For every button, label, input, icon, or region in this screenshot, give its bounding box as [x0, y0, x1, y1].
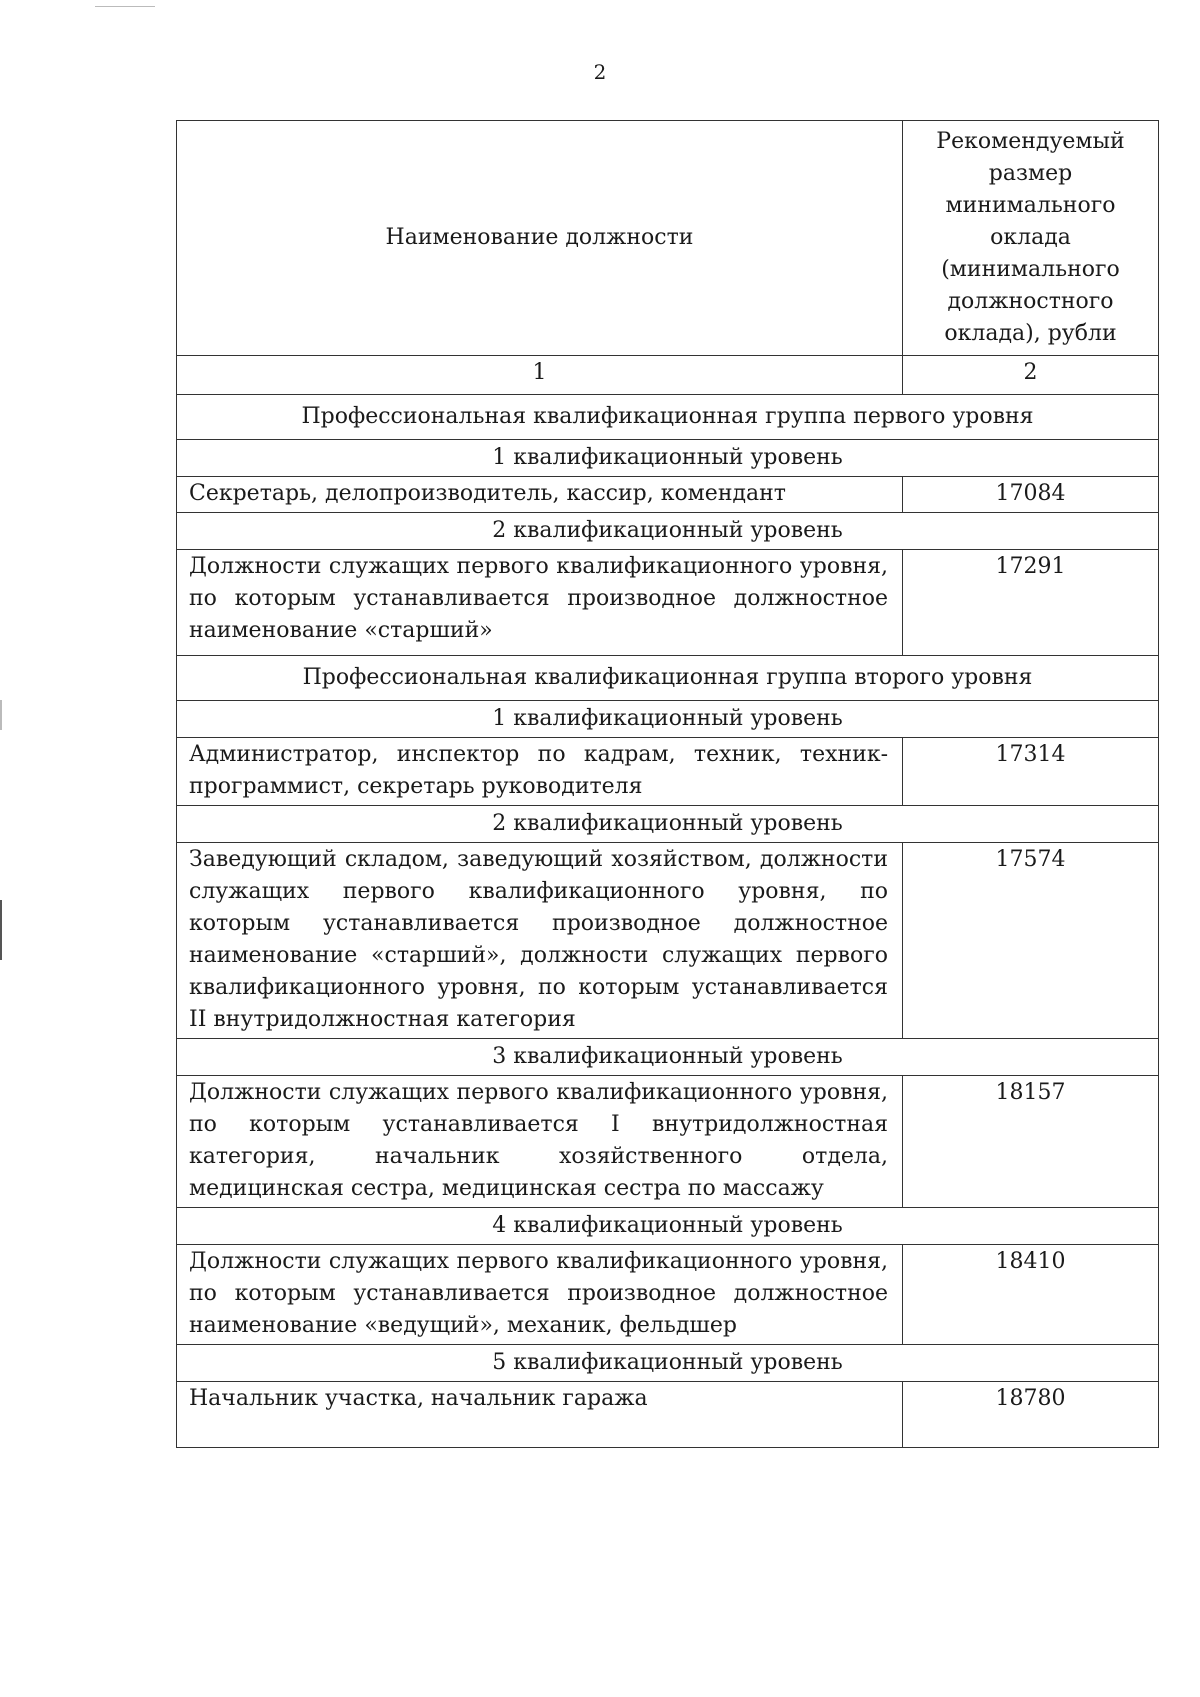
position-names: Заведующий складом, заведующий хозяйством, должности служащих первого квалификационного уровня, по которым устанавливается производное должностное наименование «старший», должности служащих первого квалификационного уровня, по которым устанавливается II внутридолжностная категория	[177, 843, 903, 1039]
salary-value: 17084	[903, 477, 1159, 513]
level-row	[177, 701, 1159, 738]
column-number-1: 1	[177, 356, 903, 395]
header-salary	[903, 121, 1159, 356]
position-row	[177, 1382, 1159, 1448]
header-salary-line: размер	[988, 161, 1073, 186]
level-title: 3 квалификационный уровень	[177, 1039, 1159, 1076]
header-salary-line: оклада	[990, 225, 1071, 250]
header-salary-line: (минимального	[941, 257, 1120, 282]
header-position-name: Наименование должности	[177, 121, 903, 356]
level-title: 4 квалификационный уровень	[177, 1208, 1159, 1245]
group-row	[177, 395, 1159, 440]
level-row	[177, 513, 1159, 550]
salary-value: 18410	[903, 1245, 1159, 1345]
level-row	[177, 1345, 1159, 1382]
level-title: 2 квалификационный уровень	[177, 513, 1159, 550]
column-number-2: 2	[903, 356, 1159, 395]
salary-table	[176, 120, 1159, 1448]
level-title: 2 квалификационный уровень	[177, 806, 1159, 843]
header-salary-line: Рекомендуемый	[936, 129, 1125, 154]
scan-edge-mark	[0, 700, 2, 730]
position-row	[177, 477, 1159, 513]
header-salary-line: должностного	[947, 289, 1114, 314]
level-title: 1 квалификационный уровень	[177, 701, 1159, 738]
position-names: Администратор, инспектор по кадрам, техник, техник-программист, секретарь руководителя	[177, 738, 903, 806]
position-names: Секретарь, делопроизводитель, кассир, комендант	[177, 477, 903, 513]
position-names: Должности служащих первого квалификационного уровня, по которым устанавливается производное должностное наименование «старший»	[177, 550, 903, 656]
level-row	[177, 440, 1159, 477]
level-title: 1 квалификационный уровень	[177, 440, 1159, 477]
group-row	[177, 656, 1159, 701]
column-number-row	[177, 356, 1159, 395]
salary-value: 17574	[903, 843, 1159, 1039]
header-salary-line: минимального	[945, 193, 1116, 218]
position-names: Начальник участка, начальник гаража	[177, 1382, 903, 1448]
salary-value: 18780	[903, 1382, 1159, 1448]
salary-value: 17291	[903, 550, 1159, 656]
salary-value: 18157	[903, 1076, 1159, 1208]
position-row	[177, 738, 1159, 806]
position-row	[177, 1245, 1159, 1345]
group-title: Профессиональная квалификационная группа второго уровня	[177, 656, 1159, 701]
position-row	[177, 843, 1159, 1039]
position-row	[177, 1076, 1159, 1208]
level-row	[177, 1208, 1159, 1245]
scan-edge-mark	[0, 900, 2, 960]
page-number: 2	[593, 60, 607, 84]
level-row	[177, 1039, 1159, 1076]
table-header-row	[177, 121, 1159, 356]
position-names: Должности служащих первого квалификационного уровня, по которым устанавливается производное должностное наименование «ведущий», механик, фельдшер	[177, 1245, 903, 1345]
header-salary-line: оклада), рубли	[944, 321, 1117, 346]
level-row	[177, 806, 1159, 843]
group-title: Профессиональная квалификационная группа первого уровня	[177, 395, 1159, 440]
position-row	[177, 550, 1159, 656]
scan-top-mark	[95, 6, 155, 7]
salary-value: 17314	[903, 738, 1159, 806]
level-title: 5 квалификационный уровень	[177, 1345, 1159, 1382]
position-names: Должности служащих первого квалификационного уровня, по которым устанавливается I внутридолжностная категория, начальник хозяйственного отдела, медицинская сестра, медицинская сестра по массажу	[177, 1076, 903, 1208]
